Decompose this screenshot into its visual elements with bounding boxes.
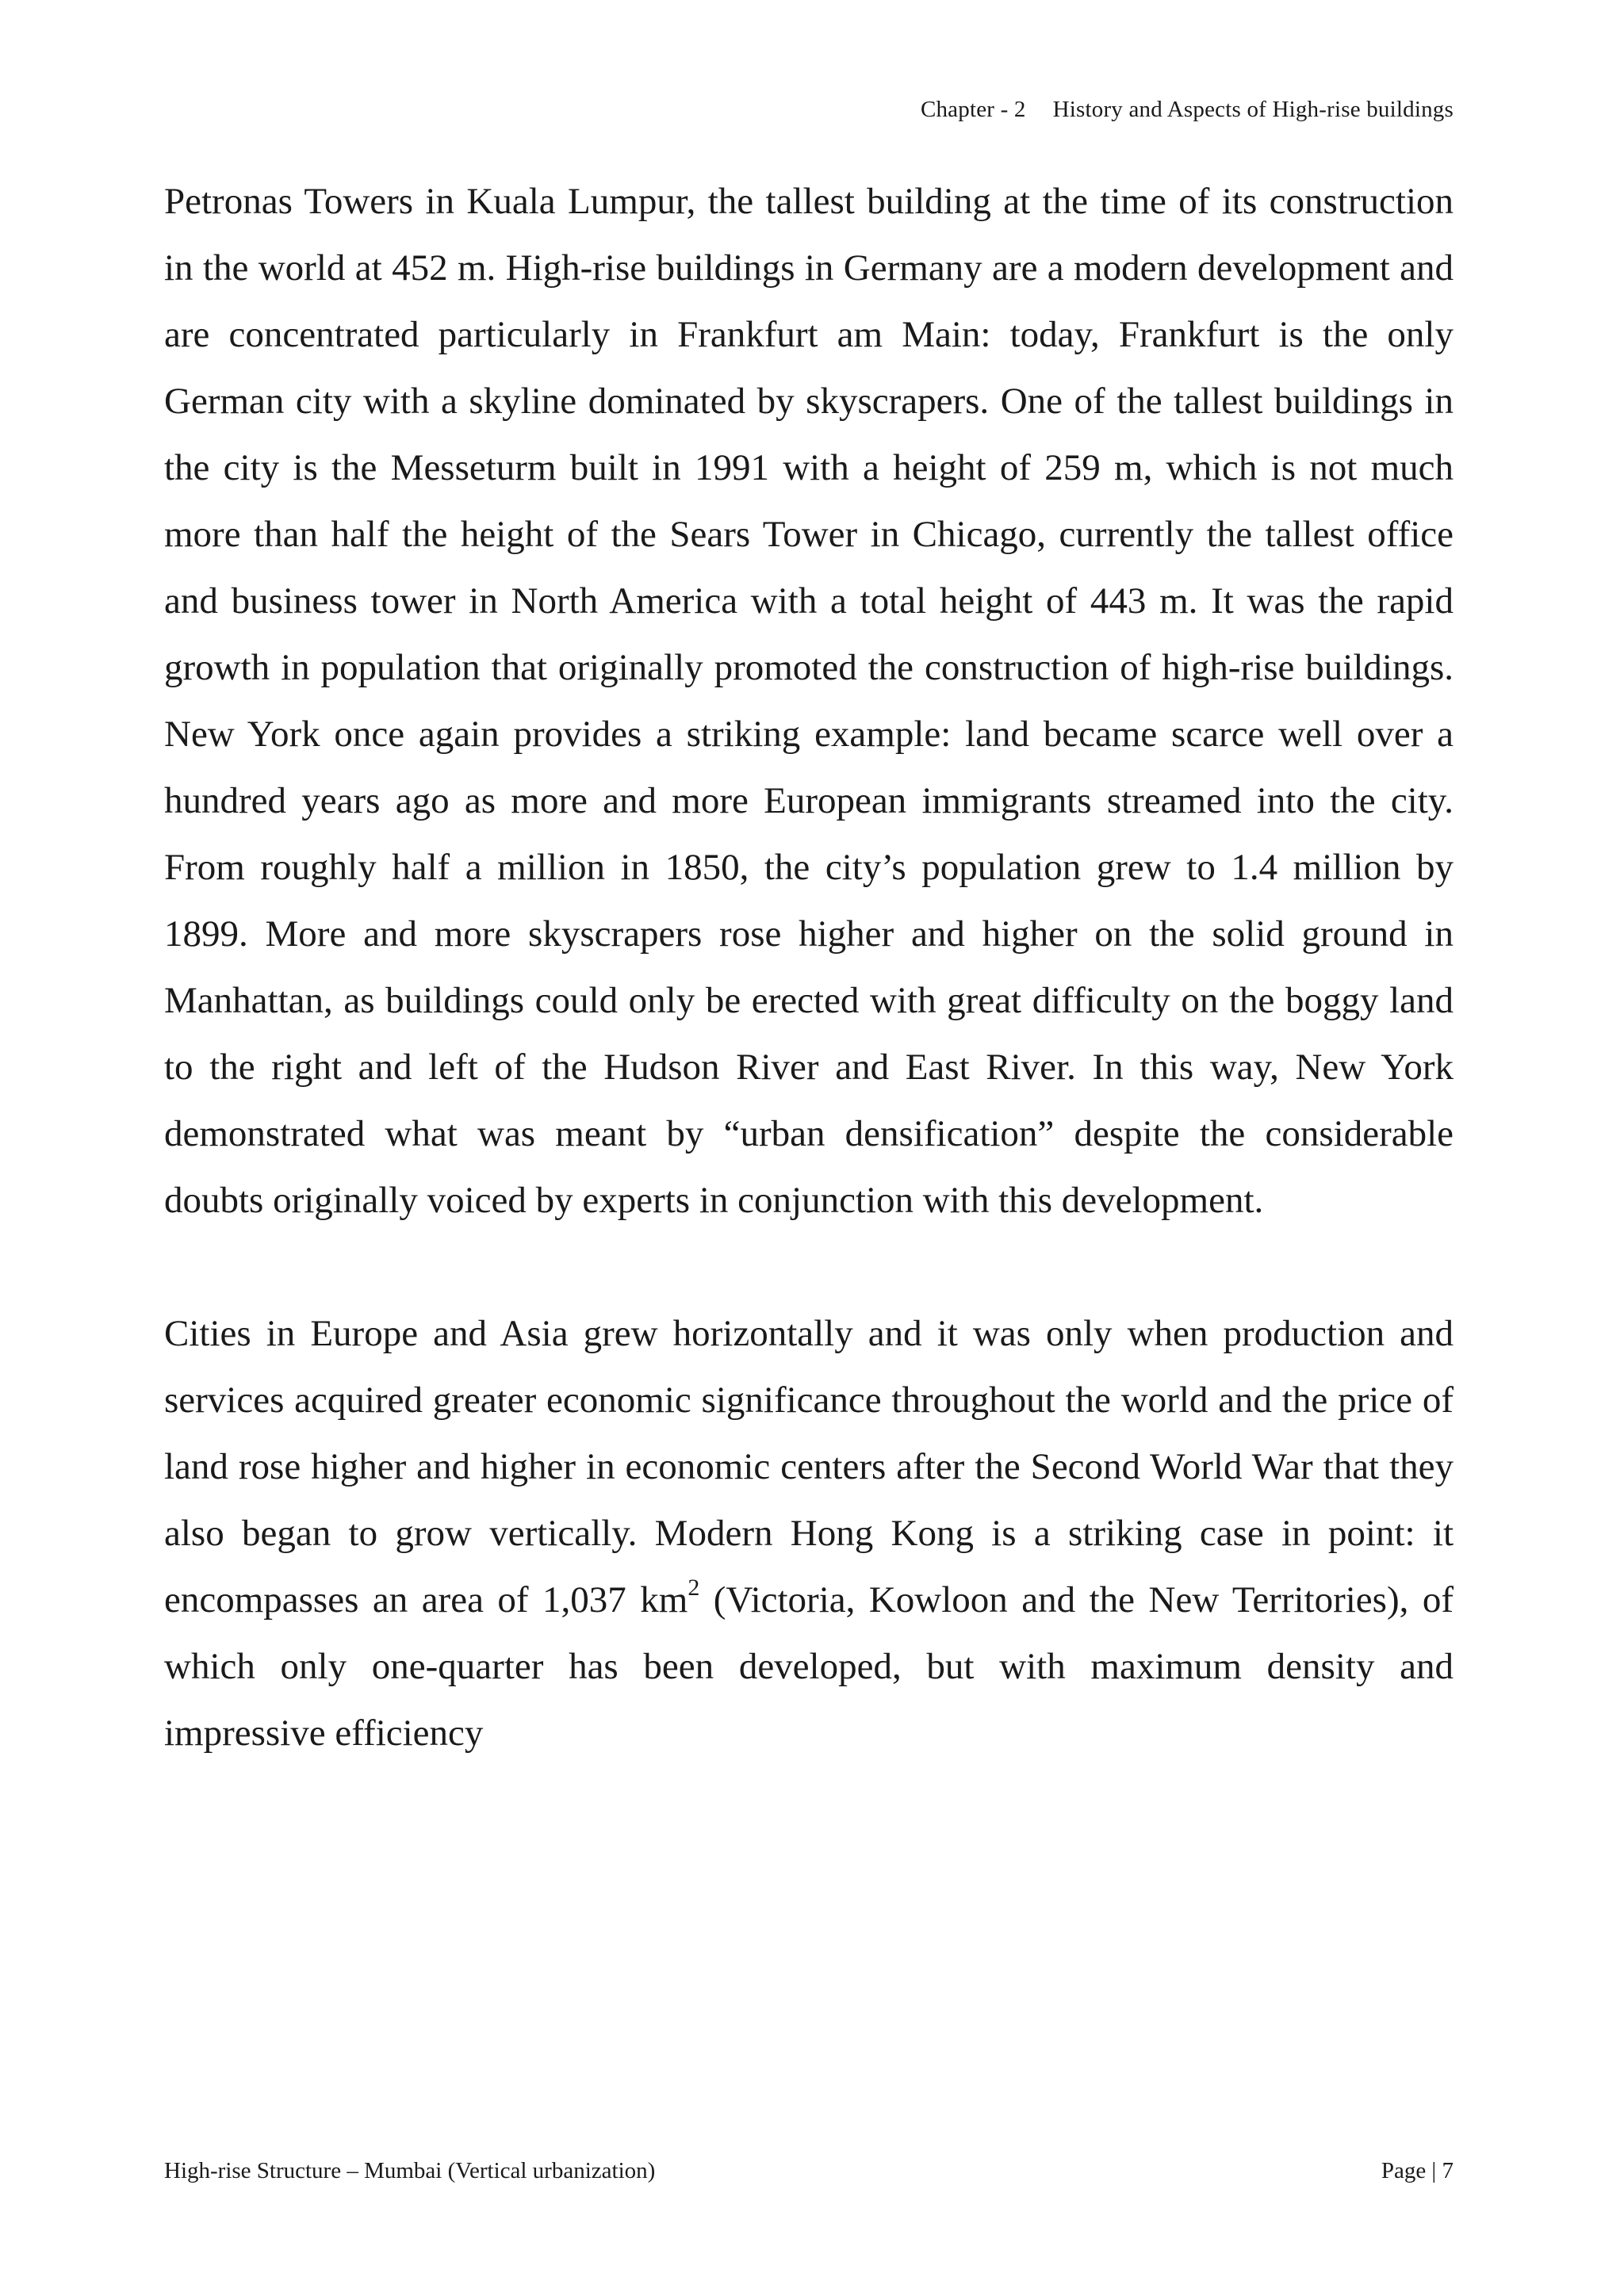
paragraph-1: Petronas Towers in Kuala Lumpur, the tallest building at the time of its construction in the world at 452 m. High-rise buildings in Germany are a modern development and are concentrated particularly in Frankfurt am Main: today, Frankfurt is the only German city with a skyline dominated by skyscrapers. One of the tallest buildings in the city is the Messeturm built in 1991 with a height of 259 m, which is not much more than half the height of the Sears Tower in Chicago, currently the tallest office and business tower in North America with a total height of 443 m. It was the rapid growth in population that originally promoted the construction of high-rise buildings. New York once again provides a striking example: land became scarce well over a hundred years ago as more and more European immigrants streamed into the city. From roughly half a million in 1850, the city’s population grew to 1.4 million by 1899. More and more skyscrapers rose higher and higher on the solid ground in Manhattan, as buildings could only be erected with great difficulty on the boggy land to the right and left of the Hudson River and East River. In this way, New York demonstrated what was meant by “urban densification” despite the considerable doubts originally voiced by experts in conjunction with this development. <box>164 181 1454 1221</box>
footer-document-title: High-rise Structure – Mumbai (Vertical urbanization) <box>164 2158 656 2183</box>
chapter-title: History and Aspects of High-rise buildings <box>1052 97 1454 122</box>
chapter-label: Chapter - 2 <box>920 97 1026 122</box>
area-unit-superscript: 2 <box>688 1575 700 1601</box>
paragraph-2-text-end: (Victoria, Kowloon and the New Territories), of which only one-quarter has been developed, but with maximum density and impressive efficiency <box>164 1579 1454 1754</box>
body-text <box>164 168 1454 1766</box>
paragraph-2 <box>164 1300 1454 1766</box>
running-header <box>921 97 1454 123</box>
paragraph-2-text-start: Cities in Europe and Asia grew horizontally and it was only when production and services acquired greater economic significance throughout the world and the price of land rose higher and higher in economic centers after the Second World War that they also began to grow vertically. Modern Hong Kong is a striking case in point: it encompasses an area of 1,037 km <box>164 1313 1454 1621</box>
running-footer <box>164 2158 1454 2184</box>
page-number: Page | 7 <box>1381 2158 1454 2183</box>
